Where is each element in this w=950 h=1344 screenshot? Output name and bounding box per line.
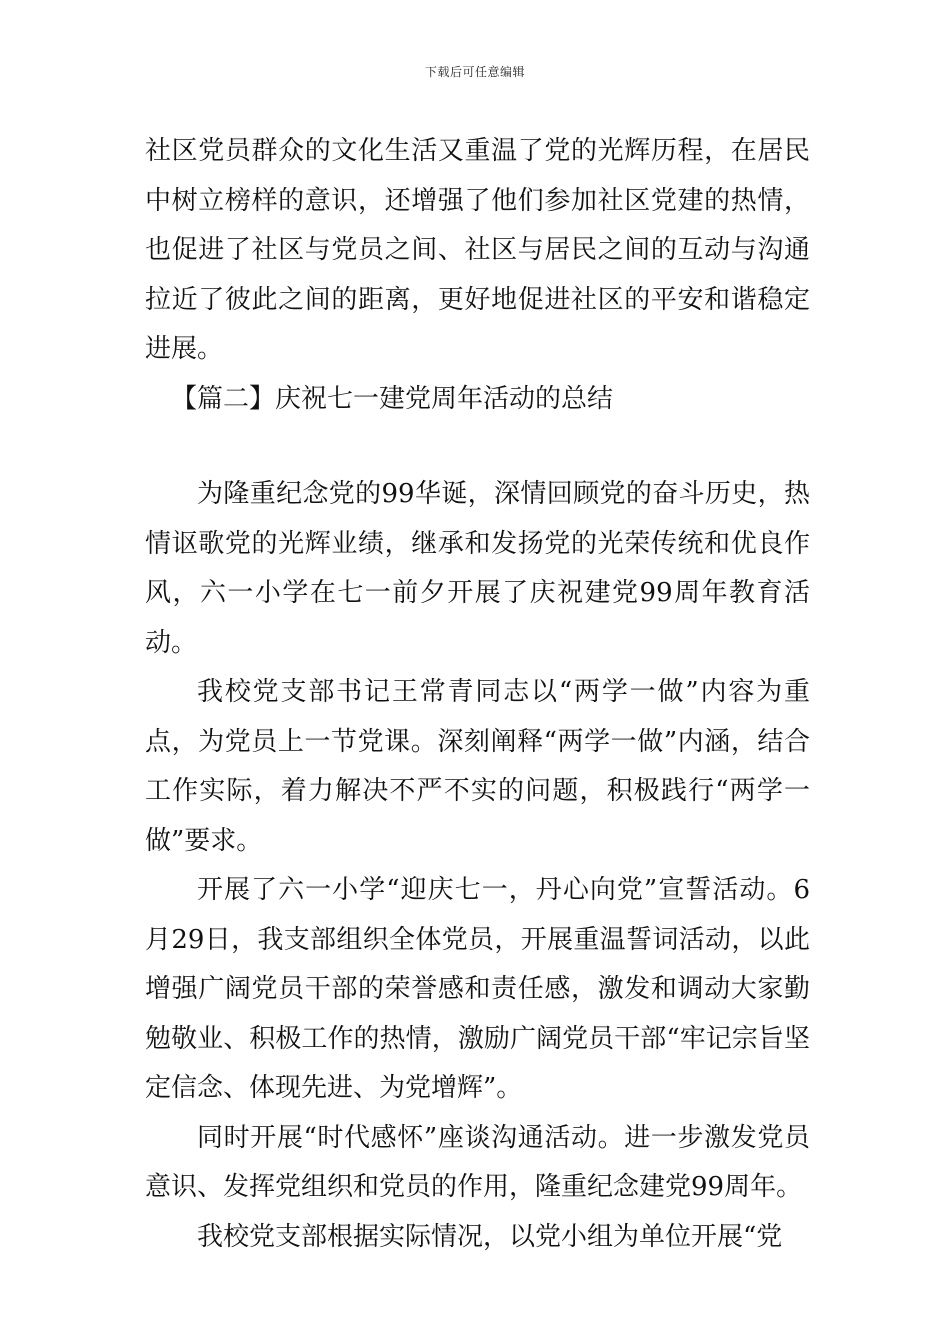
body-paragraph-2: 我校党支部书记王常青同志以“两学一做”内容为重点，为党员上一节党课。深刻阐释“两学一做”内涵，结合工作实际，着力解决不严不实的问题，积极践行“两学一做”要求。 xyxy=(145,677,810,856)
body-paragraph-5: 我校党支部根据实际情况，以党小组为单位开展“党 xyxy=(197,1221,783,1252)
page-header-note: 下载后可任意编辑 xyxy=(424,65,525,79)
section-spacer xyxy=(145,424,810,470)
section-title: 【篇二】庆祝七一建党周年活动的总结 xyxy=(171,383,614,414)
body-paragraph-1: 为隆重纪念党的99华诞，深情回顾党的奋斗历史，热情讴歌党的光辉业绩，继承和发扬党的光荣传统和优良作风，六一小学在七一前夕开展了庆祝建党99周年教育活动。 xyxy=(145,479,810,658)
body-paragraph-4: 同时开展“时代感怀”座谈沟通活动。进一步激发党员意识、发挥党组织和党员的作用，隆重纪念建党99周年。 xyxy=(145,1122,810,1202)
continuation-paragraph: 社区党员群众的文化生活又重温了党的光辉历程，在居民中树立榜样的意识，还增强了他们参加社区党建的热情，也促进了社区与党员之间、社区与居民之间的互动与沟通拉近了彼此之间的距离，更好地促进社区的平安和谐稳定进展。 xyxy=(145,136,810,364)
document-body xyxy=(145,127,810,1262)
body-paragraph-3: 开展了六一小学“迎庆七一，丹心向党”宣誓活动。6月29日，我支部组织全体党员，开展重温誓词活动，以此增强广阔党员干部的荣誉感和责任感，激发和调动大家勤勉敬业、积极工作的热情，激励广阔党员干部“牢记宗旨坚定信念、体现先进、为党增辉”。 xyxy=(145,875,810,1103)
